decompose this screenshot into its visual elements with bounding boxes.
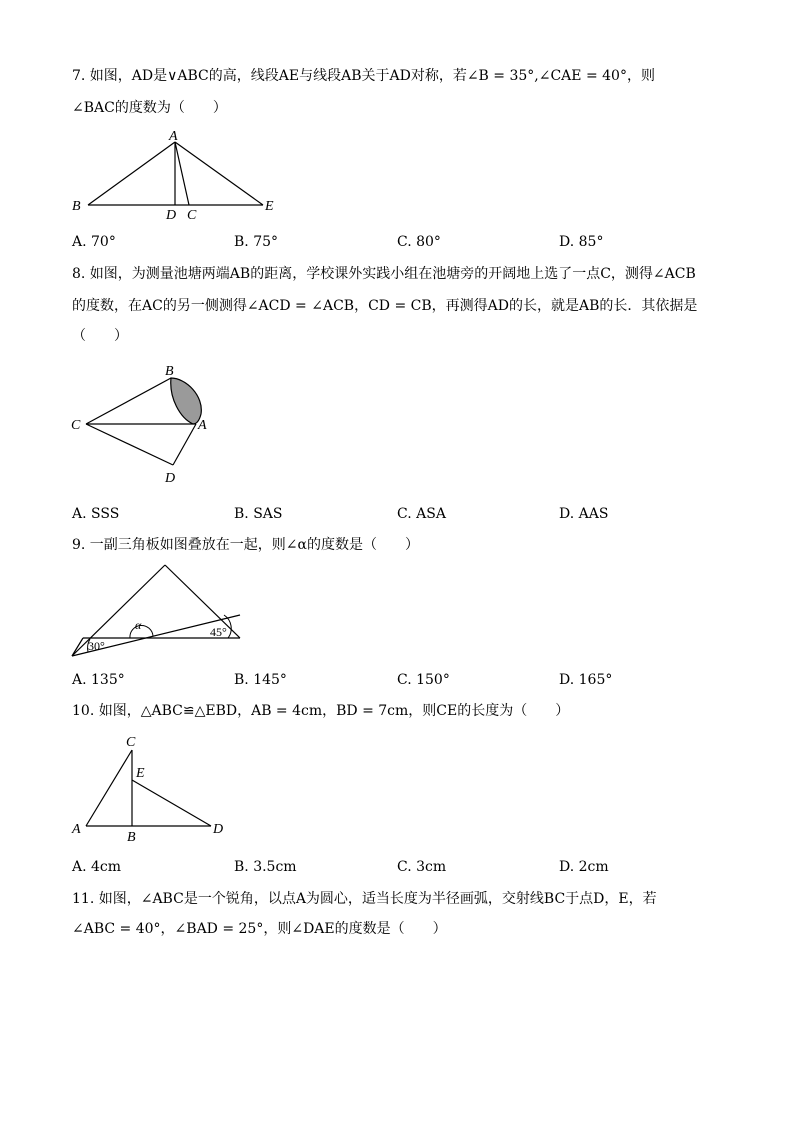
q10-label-E: E <box>136 766 145 781</box>
q8-stem-line2: 的度数，在AC的另一侧测得∠ACD = ∠ACB，CD = CB，再测得AD的长，就是AB的长．其依据是 <box>72 298 698 314</box>
q8-label-D: D <box>165 471 176 486</box>
q7-option-b: B. 75° <box>234 234 279 250</box>
q10-option-a: A. 4cm <box>72 859 122 875</box>
q8-line-CD <box>86 424 173 465</box>
q10-label-D: D <box>213 822 224 837</box>
q10-option-d: D. 2cm <box>559 859 609 875</box>
q10-label-A: A <box>72 822 81 837</box>
q8-label-A: A <box>198 418 207 433</box>
q8-option-c: C. ASA <box>397 506 446 522</box>
q9-label-30: 30° <box>88 639 105 653</box>
q8-option-b: B. SAS <box>234 506 283 522</box>
q9-label-45: 45° <box>210 625 227 639</box>
q7-line-AC <box>175 142 189 205</box>
q7-option-d: D. 85° <box>559 234 604 250</box>
q9-label-alpha: α <box>135 618 142 632</box>
q7-line-AB <box>88 142 175 205</box>
q7-label-C: C <box>187 208 197 223</box>
q11-stem-line2: ∠ABC = 40°，∠BAD = 25°，则∠DAE的度数是（ ） <box>72 921 447 937</box>
q9-figure <box>68 560 248 665</box>
q8-option-a: A. SSS <box>72 506 120 522</box>
q7-option-c: C. 80° <box>397 234 441 250</box>
q10-figure <box>68 730 238 845</box>
q10-label-B: B <box>127 830 136 845</box>
q9-option-b: B. 145° <box>234 672 287 688</box>
q8-figure <box>68 358 218 488</box>
q8-pond <box>171 378 202 424</box>
q9-line-right <box>165 565 240 638</box>
q9-option-c: C. 150° <box>397 672 450 688</box>
q10-label-C: C <box>126 735 136 750</box>
q7-label-D: D <box>166 208 177 223</box>
q9-line-left <box>72 565 165 656</box>
q7-label-E: E <box>265 199 274 214</box>
q9-option-a: A. 135° <box>72 672 125 688</box>
q7-stem-line1: 7. 如图，AD是∨ABC的高，线段AE与线段AB关于AD对称，若∠B = 35°,∠CAE = 40°，则 <box>72 68 655 84</box>
q10-option-c: C. 3cm <box>397 859 447 875</box>
q7-label-A: A <box>169 129 178 144</box>
q8-stem-line3: （ ） <box>72 328 128 344</box>
q9-stem-line1: 9. 一副三角板如图叠放在一起，则∠α的度数是（ ） <box>72 537 419 553</box>
q8-label-C: C <box>71 418 81 433</box>
q7-stem-line2: ∠BAC的度数为（ ） <box>72 100 227 116</box>
q8-stem-line1: 8. 如图，为测量池塘两端AB的距离，学校课外实践小组在池塘旁的开阔地上选了一点C，测得∠ACB <box>72 266 696 282</box>
q8-line-CB <box>86 378 171 424</box>
q8-line-AD <box>173 424 196 465</box>
q10-option-b: B. 3.5cm <box>234 859 297 875</box>
q10-stem-line1: 10. 如图，△ABC≌△EBD，AB = 4cm，BD = 7cm，则CE的长度为（ ） <box>72 703 570 719</box>
q7-label-B: B <box>72 199 81 214</box>
q7-figure <box>68 128 288 223</box>
q7-option-a: A. 70° <box>72 234 116 250</box>
q11-stem-line1: 11. 如图，∠ABC是一个锐角，以点A为圆心，适当长度为半径画弧，交射线BC于点D，E，若 <box>72 891 657 907</box>
q9-arc-alpha <box>130 625 153 638</box>
q7-line-AE <box>175 142 263 205</box>
q10-line-ED <box>132 780 211 826</box>
q9-option-d: D. 165° <box>559 672 613 688</box>
q10-line-AC <box>86 750 132 826</box>
q8-label-B: B <box>165 364 174 379</box>
q8-option-d: D. AAS <box>559 506 609 522</box>
